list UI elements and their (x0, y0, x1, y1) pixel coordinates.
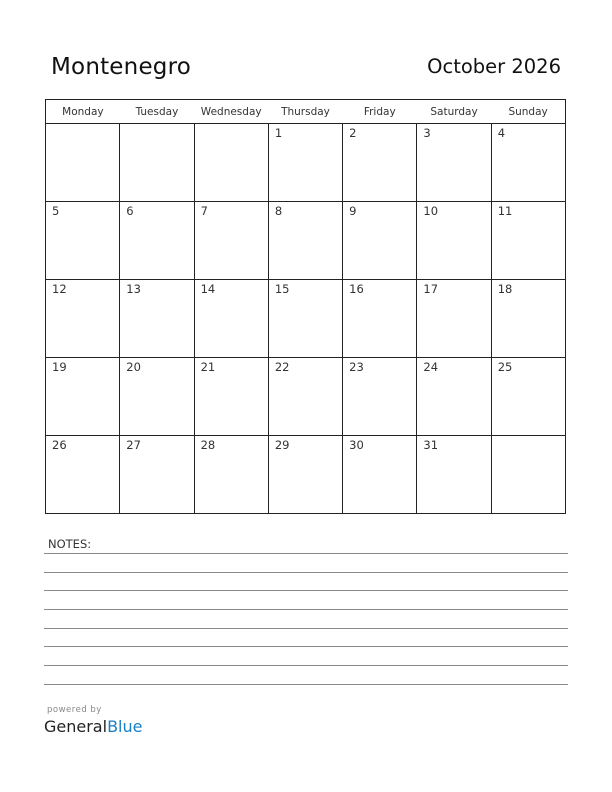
week-row (46, 124, 566, 202)
day-cell (343, 202, 417, 280)
day-number: 5 (52, 204, 60, 218)
day-cell (268, 280, 342, 358)
calendar-grid (45, 99, 566, 514)
weekday-header: Friday (343, 100, 417, 124)
day-cell (343, 124, 417, 202)
day-number: 6 (126, 204, 134, 218)
day-number: 4 (497, 126, 506, 140)
day-cell (491, 202, 565, 280)
notes-line (44, 590, 568, 591)
country-title: Montenegro (51, 54, 192, 80)
day-number: 17 (423, 282, 439, 296)
day-number (195, 124, 268, 126)
day-cell (268, 436, 342, 514)
day-cell (46, 280, 120, 358)
week-row (46, 202, 566, 280)
day-number: 23 (349, 360, 364, 374)
day-cell (343, 436, 417, 514)
day-cell (46, 436, 120, 514)
day-number: 24 (423, 360, 439, 374)
day-number: 30 (349, 438, 364, 452)
day-cell (491, 124, 565, 202)
notes-label: NOTES: (48, 537, 92, 551)
day-cell (46, 124, 120, 202)
day-number: 15 (274, 282, 290, 296)
notes-line (44, 628, 568, 629)
day-cell (491, 358, 565, 436)
day-number: 25 (497, 360, 513, 374)
day-number: 7 (200, 204, 208, 218)
weekday-header: Wednesday (194, 100, 268, 124)
logo-blue-text: Blue (107, 717, 143, 736)
notes-line (44, 646, 568, 647)
day-number: 9 (349, 204, 357, 218)
day-cell (343, 358, 417, 436)
day-cell (46, 358, 120, 436)
day-cell (194, 202, 268, 280)
day-cell (120, 358, 194, 436)
day-number: 8 (274, 204, 283, 218)
day-number: 11 (497, 204, 513, 218)
day-cell (194, 280, 268, 358)
week-row (46, 280, 566, 358)
day-cell (417, 124, 491, 202)
weekday-header: Sunday (491, 100, 565, 124)
notes-line (44, 609, 568, 610)
day-cell (120, 202, 194, 280)
day-cell (268, 124, 342, 202)
day-number: 13 (126, 282, 141, 296)
day-number: 1 (274, 126, 283, 140)
day-number: 27 (126, 438, 141, 452)
day-cell (417, 358, 491, 436)
day-number (492, 436, 565, 438)
day-number: 22 (274, 360, 290, 374)
day-cell (46, 202, 120, 280)
day-cell (491, 280, 565, 358)
week-row (46, 358, 566, 436)
day-number: 31 (423, 438, 439, 452)
weekday-header: Thursday (268, 100, 342, 124)
day-cell (120, 280, 194, 358)
day-cell (268, 202, 342, 280)
day-number: 10 (423, 204, 439, 218)
day-cell (417, 436, 491, 514)
day-cell (417, 280, 491, 358)
day-number: 12 (52, 282, 67, 296)
day-cell (194, 124, 268, 202)
day-cell (491, 436, 565, 514)
day-cell (343, 280, 417, 358)
notes-line (44, 553, 568, 554)
week-row (46, 436, 566, 514)
day-cell (120, 436, 194, 514)
day-cell (120, 124, 194, 202)
day-number: 19 (52, 360, 67, 374)
day-number: 14 (200, 282, 216, 296)
day-number (120, 124, 193, 126)
generalblue-logo[interactable] (44, 717, 142, 736)
day-cell (417, 202, 491, 280)
weekday-header: Monday (46, 100, 120, 124)
day-number: 2 (349, 126, 357, 140)
powered-by-text: powered by (47, 705, 102, 715)
day-number: 29 (274, 438, 290, 452)
day-number: 20 (126, 360, 141, 374)
day-cell (194, 358, 268, 436)
month-year-title: October 2026 (427, 55, 561, 78)
notes-line (44, 572, 568, 573)
weekday-header: Tuesday (120, 100, 194, 124)
day-number: 18 (497, 282, 513, 296)
day-number: 21 (200, 360, 216, 374)
logo-general-text: General (44, 717, 108, 736)
notes-line (44, 665, 568, 666)
day-number: 3 (423, 126, 431, 140)
notes-line (44, 684, 568, 685)
day-number: 28 (200, 438, 216, 452)
day-number (46, 124, 119, 126)
day-cell (268, 358, 342, 436)
weekday-header: Saturday (417, 100, 491, 124)
day-number: 16 (349, 282, 364, 296)
day-cell (194, 436, 268, 514)
day-number: 26 (52, 438, 67, 452)
weekday-header-row (46, 100, 566, 124)
